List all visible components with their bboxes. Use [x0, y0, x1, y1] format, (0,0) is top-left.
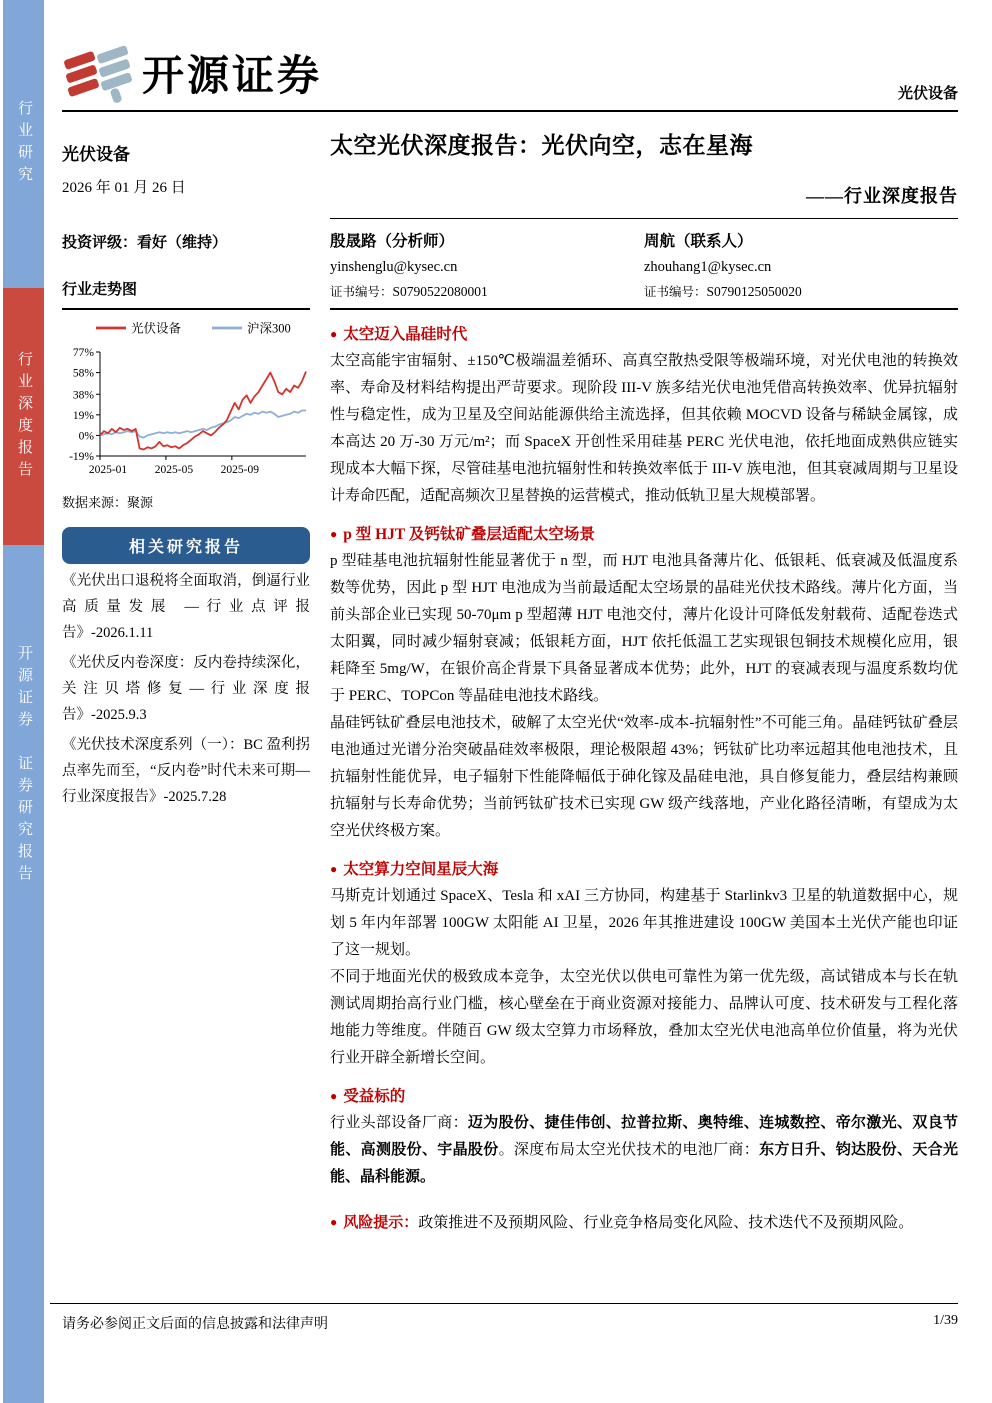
analyst-email[interactable]: yinshenglu@kysec.cn [330, 259, 458, 275]
svg-text:38%: 38% [72, 389, 94, 402]
section-paragraph-beneficiaries: 行业头部设备厂商：迈为股份、捷佳伟创、拉普拉斯、奥特维、连城数控、帝尔激光、双良节能、高测股份、宇晶股份。深度布局太空光伏技术的电池厂商：东方日升、钧达股份、天合光能、晶科能源。 [330, 1115, 958, 1185]
section-heading-silicon-era: ● 太空迈入晶硅时代 [330, 322, 958, 344]
section-paragraph: 晶硅钙钛矿叠层电池技术，破解了太空光伏“效率-成本-抗辐射性”不可能三角。晶硅钙钛矿叠层电池通过光谱分治突破晶硅效率极限，理论极限超 43%；钙钛矿比功率远超其他电池技术，且抗辐射性能优异，电子辐射下性能降幅低于砷化镓及晶硅电池，具自修复能力，叠层结构兼顾抗辐射与长寿命优势；当前钙钛矿技术已实现 GW 级产线落地，产业化路径清晰，有望成为太空光伏终极方案。 [330, 715, 958, 839]
investment-rating: 投资评级：看好（维持） [62, 235, 228, 251]
footer-disclaimer: 请务必参阅正文后面的信息披露和法律声明 [62, 1317, 328, 1332]
industry-name: 光伏设备 [62, 145, 130, 164]
left-column [62, 112, 310, 1237]
kaiyuan-logo-icon [62, 40, 134, 106]
sidebar-label-industry-research [3, 100, 44, 188]
svg-text:58%: 58% [72, 367, 94, 380]
analysts-bottom-rule [330, 308, 958, 310]
svg-text:2025-05: 2025-05 [154, 464, 194, 476]
footer-rule [50, 1303, 958, 1304]
svg-text:光伏设备: 光伏设备 [131, 321, 182, 336]
svg-text:0%: 0% [78, 430, 94, 443]
section-paragraph: p 型硅基电池抗辐射性能显著优于 n 型，而 HJT 电池具备薄片化、低银耗、低衰减及低温度系数等优势，因此 p 型 HJT 电池成为当前最适配太空场景的晶硅光伏技术路线。薄片化方面，当前头部企业已实现 50-70μm p 型超薄 HJT 电池交付，薄片化设计可降低发射载荷、适配卷迭式太阳翼，同时减少辐射衰减；低银耗方面，HJT 依托低温工艺实现银包铜技术规模化应用，银耗降至 5mg/W，在银价高企背景下具备显著成本优势；此外，HJT 的衰减表现与温度系数均优于 PERC、TOPCon 等晶硅电池技术路线。 [330, 553, 958, 704]
analyst-2 [644, 229, 958, 300]
section-paragraph: 太空高能宇宙辐射、±150℃极端温差循环、高真空散热受限等极端环境，对光伏电池的转换效率、寿命及材料结构提出严苛要求。现阶段 III-V 族多结光伏电池凭借高转换效率、优异抗辐射性与稳定性，成为卫星及空间站能源供给主流选择，但其依赖 MOCVD 设备与稀缺金属镓，成本高达 20 万-30 万元/m²；而 SpaceX 开创性采用硅基 PERC 光伏电池，依托地面成熟供应链实现成本大幅下探，尽管硅基电池抗辐射性和转换效率低于 III-V 族电池，但其衰减周期与卫星设计寿命匹配，适配高频次卫星替换的运营模式，推动低轨卫星大规模部署。 [330, 353, 958, 504]
analyst-cert [644, 282, 958, 300]
section-paragraph: 马斯克计划通过 SpaceX、Tesla 和 xAI 三方协同，构建基于 Starlinkv3 卫星的轨道数据中心，规划 5 年内年部署 100GW 太阳能 AI 卫星，2026 年其推进建设 100GW 美国本土光伏产能也印证了这一规划。 [330, 888, 958, 958]
svg-text:-19%: -19% [69, 451, 94, 463]
report-subtitle: ——行业深度报告 [806, 186, 958, 206]
cert-number: S0790522080001 [392, 284, 488, 299]
analyst-name: 殷晟路（分析师） [330, 233, 455, 250]
brand-row [62, 0, 958, 110]
cert-number: S0790125050020 [706, 284, 802, 299]
report-date: 2026 年 01 月 26 日 [62, 180, 186, 196]
cert-label: 证书编号： [644, 285, 707, 299]
section-heading-hjt-perovskite: ● p 型 HJT 及钙钛矿叠层适配太空场景 [330, 522, 958, 544]
industry-tag: 光伏设备 [897, 86, 958, 102]
left-sidebar [3, 0, 44, 1403]
related-report-link[interactable]: 《光伏技术深度系列（一）：BC 盈利拐点率先而至，“反内卷”时代未来可期—行业深度报告》-2025.7.28 [62, 737, 310, 805]
content-area [62, 0, 958, 1237]
related-reports-header: 相关研究报告 [62, 527, 310, 564]
analysts-block [330, 219, 958, 308]
svg-text:沪深300: 沪深300 [247, 321, 291, 336]
analyst-name: 周航（联系人） [644, 233, 753, 250]
logo-text: 开源证券 [142, 52, 323, 99]
analyst-cert [330, 282, 644, 300]
report-title: 太空光伏深度报告：光伏向空，志在星海 [330, 133, 753, 158]
footer [62, 1313, 958, 1333]
svg-text:77%: 77% [72, 347, 94, 359]
section-heading-beneficiaries: ● 受益标的 [330, 1084, 958, 1106]
trend-chart [62, 314, 310, 488]
section-heading-space-computing: ● 太空算力空间星辰大海 [330, 857, 958, 879]
data-source: 数据来源：聚源 [62, 495, 154, 510]
sidebar-label-depth-report: 行业深度报告 [16, 350, 32, 483]
related-report-link[interactable]: 《光伏出口退税将全面取消，倒逼行业高质量发展 —行业点评报告》-2026.1.11 [62, 573, 310, 641]
sidebar-red-block [3, 288, 44, 545]
section-paragraph: 不同于地面光伏的极致成本竞争，太空光伏以供电可靠性为第一优先级，高试错成本与长在轨测试周期抬高行业门槛，核心壁垒在于商业资源对接能力、品牌认可度、技术研发与工程化落地能力等维度。伴随百 GW 级太空算力市场释放，叠加太空光伏电池高单位价值量，将为光伏行业开辟全新增长空间。 [330, 969, 958, 1066]
svg-text:2025-01: 2025-01 [88, 464, 128, 476]
cert-label: 证书编号： [330, 285, 393, 299]
related-report-link[interactable]: 《光伏反内卷深度：反内卷持续深化，关注贝塔修复—行业深度报告》-2025.9.3 [62, 655, 310, 723]
sidebar-label-kysec-research [3, 645, 44, 887]
summary-sections [330, 322, 958, 1237]
page-number: 1/39 [933, 1313, 958, 1328]
trend-chart-title: 行业走势图 [62, 282, 138, 298]
sidebar-label-industry-research-text: 行业研究 [16, 100, 32, 188]
section-paragraph-risk: ● 风险提示：政策推进不及预期风险、行业竞争格局变化风险、技术迭代不及预期风险。 [330, 1209, 958, 1237]
svg-text:19%: 19% [72, 409, 94, 422]
analyst-email[interactable]: zhouhang1@kysec.cn [644, 259, 772, 275]
main-column [330, 112, 958, 1237]
svg-text:2025-09: 2025-09 [220, 464, 260, 476]
kaiyuan-logo [62, 40, 322, 106]
analyst-1 [330, 229, 644, 300]
trend-chart-rule [62, 308, 310, 310]
sidebar-label-kysec-research-text: 开源证券 证券研究报告 [16, 645, 32, 887]
